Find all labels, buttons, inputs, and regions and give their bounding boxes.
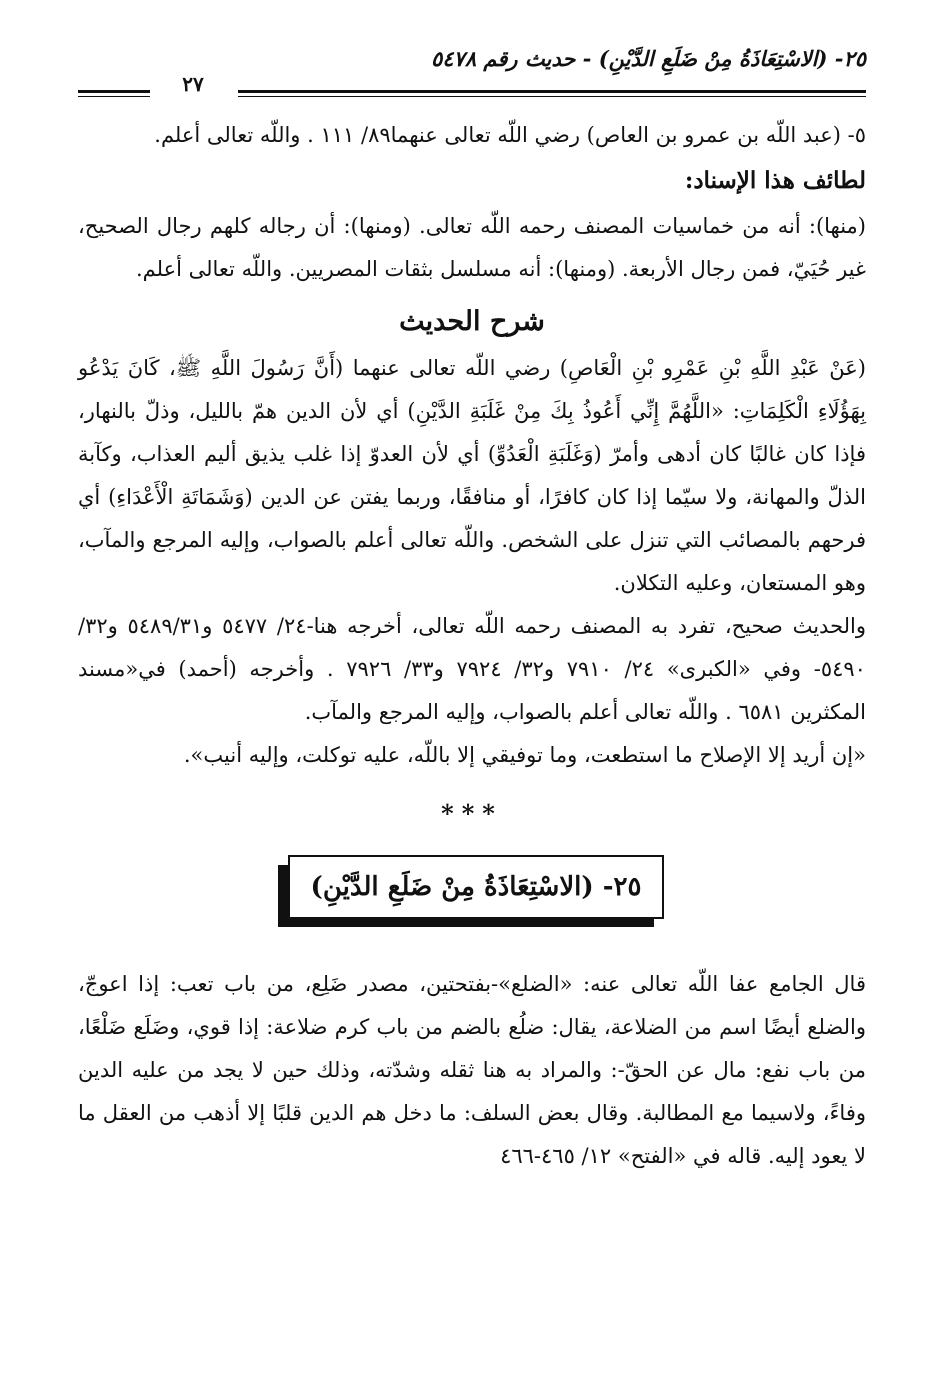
chapter-intro-paragraph: قال الجامع عفا اللّه تعالى عنه: «الضلع»-بفتحتين، مصدر ضَلِع، من باب تعب: إذا اعوجّ، والضلع أيضًا اسم من الضلاعة، يقال: ضلُع بالضم من باب كرم ضلاعة: إذا قوي، وضَلَع ضَلْعًا، من باب نفع: مال عن الحقّ-: والمراد به هنا ثقله وشدّته، وذلك حين لا يجد من عليه الدين وفاءً، ولاسيما مع المطالبة. وقال بعض السلف: ما دخل هم الدين قلبًا إلا أذهب من العقل ما لا يعود إليه. قاله في «الفتح» ١٢/ ٤٦٥-٤٦٦ <box>78 972 866 1168</box>
running-title: ٢٥- (الاسْتِعَاذَةُ مِنْ ضَلَعِ الدَّيْنِ) - حديث رقم ٥٤٧٨ <box>430 46 866 71</box>
sharh-heading: شرح الحديث <box>399 306 545 337</box>
lataif-heading: لطائف هذا الإسناد: <box>684 167 866 194</box>
sharh-paragraph: (عَنْ عَبْدِ اللَّهِ بْنِ عَمْرِو بْنِ الْعَاصِ) رضي اللّه تعالى عنهما (أَنَّ رَسُولَ اللَّهِ ﷺ، كَانَ يَدْعُو بِهَؤُلَاءِ الْكَلِمَاتِ: «اللَّهُمَّ إِنِّي أَعُوذُ بِكَ مِنْ غَلَبَةِ الدَّيْنِ) أي لأن الدين همّ بالليل، وذلّ بالنهار، فإذا كان غالبًا كان أدهى وأمرّ (وَغَلَبَةِ الْعَدُوِّ) أي لأن العدوّ إذا غلب يذيق أليم العذاب، وكآبة الذلّ والمهانة، ولا سيّما إذا كان كافرًا، أو منافقًا، وربما يفتن عن الدين (وَشَمَاتَةِ الْأَعْدَاءِ) أي فرحهم بالمصائب التي تنزل على الشخص. واللّه تعالى أعلم بالصواب، وإليه المرجع والمآب، وهو المستعان، وعليه التكلان. <box>78 356 866 595</box>
closing-verse-paragraph: «إن أريد إلا الإصلاح ما استطعت، وما توفيقي إلا باللّه، عليه توكلت، وإليه أنيب». <box>183 743 866 767</box>
chapter-title-frame <box>278 855 666 927</box>
lataif-paragraph: (منها): أنه من خماسيات المصنف رحمه اللّه تعالى. (ومنها): أن رجاله كلهم رجال الصحيح، غير حُيَيّ، فمن رجال الأربعة. (ومنها): أنه مسلسل بثقات المصريين. واللّه تعالى أعلم. <box>78 214 866 281</box>
header-rule-short <box>78 90 150 97</box>
page-number: ٢٧ <box>182 72 204 96</box>
section-ornament: *** <box>441 799 503 828</box>
narrator-paragraph: ٥- (عبد اللّه بن عمرو بن العاص) رضي اللّه تعالى عنهما٨٩/ ١١١ . واللّه تعالى أعلم. <box>154 123 866 147</box>
header-rule <box>78 72 866 104</box>
book-page <box>78 40 866 1360</box>
chapter-title: ٢٥- (الاسْتِعَاذَةُ مِنْ ضَلَعِ الدَّيْنِ) <box>288 855 664 919</box>
header-rule-long <box>238 90 866 97</box>
takhrij-paragraph: والحديث صحيح، تفرد به المصنف رحمه اللّه تعالى، أخرجه هنا-٢٤/ ٥٤٧٧ و٥٤٨٩/٣١ و٣٢/ ٥٤٩٠- وفي «الكبرى» ٢٤/ ٧٩١٠ و٣٢/ ٧٩٢٤ و٣٣/ ٧٩٢٦ . وأخرجه (أحمد) في«مسند المكثرين ٦٥٨١ . واللّه تعالى أعلم بالصواب، وإليه المرجع والمآب. <box>78 614 866 724</box>
